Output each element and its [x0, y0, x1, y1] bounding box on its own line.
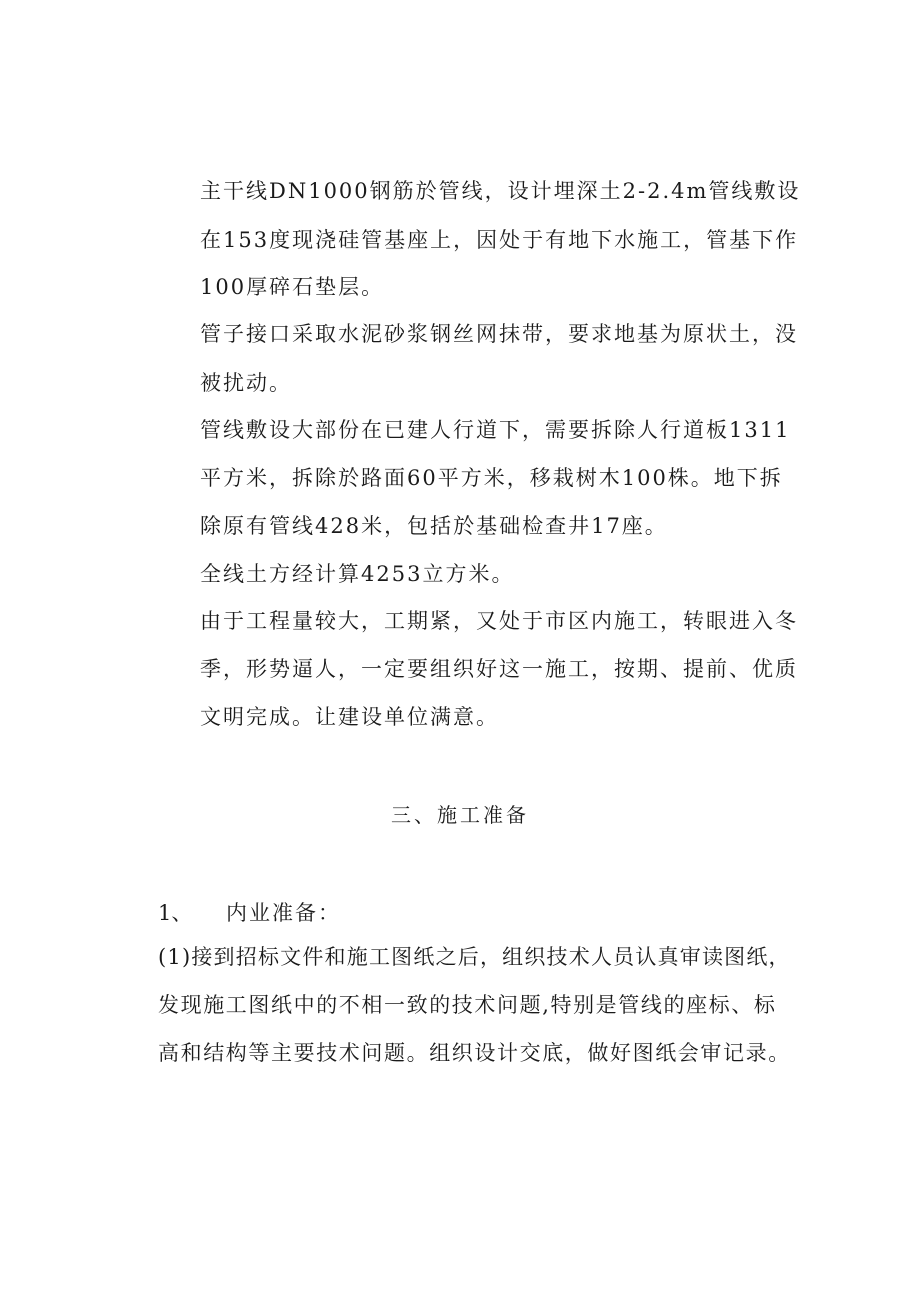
text-line: 季，形势逼人，一定要组织好这一施工，按期、提前、优质: [200, 657, 798, 681]
subsection-title: 内业准备：: [226, 901, 341, 925]
text-line: 全线土方经计算4253立方米。: [200, 562, 515, 586]
text-line: 管线敷设大部份在已建人行道下，需要拆除人行道板1311: [200, 418, 791, 442]
text-line: 高和结构等主要技术问题。组织设计交底，做好图纸会审记录。: [158, 1041, 791, 1065]
text-line: 文明完成。让建设单位满意。: [200, 705, 499, 729]
text-line: 由于工程量较大，工期紧，又处于市区内施工，转眼进入冬: [200, 609, 798, 633]
section-heading: 三、施工准备: [391, 803, 529, 827]
text-line: 发现施工图纸中的不相一致的技术问题,特别是管线的座标、标: [158, 993, 777, 1017]
text-line: 主干线DN1000钢筋於管线，设计埋深土2-2.4m管线敷设: [200, 179, 801, 203]
text-line: 平方米，拆除於路面60平方米，移栽树木100株。地下拆: [200, 466, 783, 490]
text-line: 管子接口采取水泥砂浆钢丝网抹带，要求地基为原状土，没: [200, 322, 798, 346]
text-line: 在153度现浇硅管基座上，因处于有地下水施工，管基下作: [200, 228, 799, 252]
text-line: 被扰动。: [200, 371, 292, 395]
text-line: 100厚碎石垫层。: [200, 275, 385, 299]
subsection-number: 1、: [158, 901, 193, 925]
text-line: (1)接到招标文件和施工图纸之后，组织技术人员认真审读图纸，: [158, 945, 791, 969]
text-line: 除原有管线428米，包括於基础检查井17座。: [200, 514, 668, 538]
